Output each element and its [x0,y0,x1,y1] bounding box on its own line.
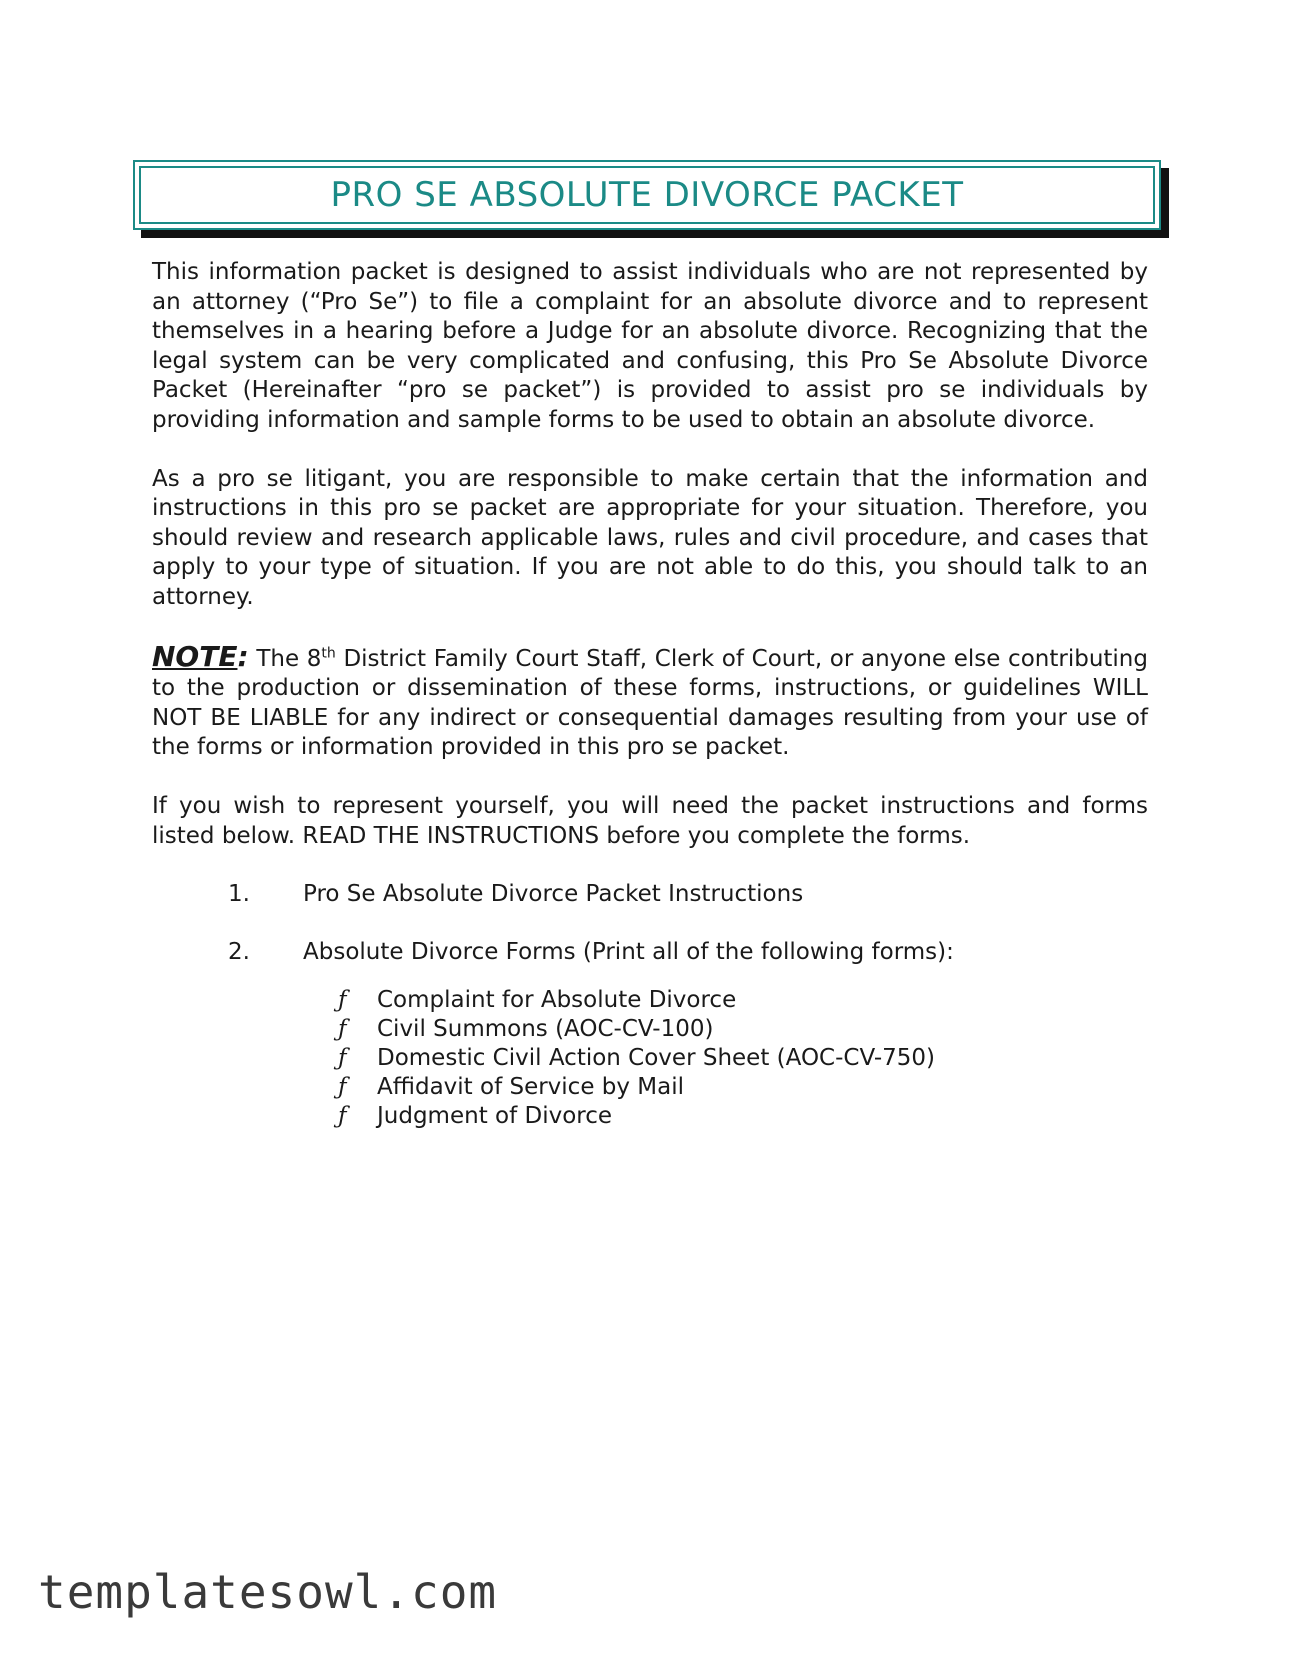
form-name: Domestic Civil Action Cover Sheet (AOC-CV-750) [377,1045,936,1072]
form-item [152,1073,1148,1102]
list-text: Pro Se Absolute Divorce Packet Instructions [303,881,804,908]
list-item [152,938,1148,967]
bullet-icon: ƒ [338,1074,347,1101]
watermark: templatesowl.com [38,1565,498,1619]
form-item [152,1102,1148,1131]
note-label: NOTE: [152,639,249,673]
bullet-icon: ƒ [338,1016,347,1043]
form-name: Affidavit of Service by Mail [377,1074,685,1101]
title-banner [133,160,1161,230]
list-text: Absolute Divorce Forms (Print all of the following forms): [303,939,954,966]
bullet-icon: ƒ [338,1045,347,1072]
note-superscript: th [321,644,336,661]
intro-paragraph: This information packet is designed to assist individuals who are not represented by an attorney (“Pro Se”) to file a complaint for an absolute divorce and to represent themselves in a hearing before a Judge for an absolute divorce. Recognizing that the legal system can be very complicated and confusing, this Pro Se Absolute Divorce Packet (Hereinafter “pro se packet”) is provided to assist pro se individuals by providing information and sample forms to be used to obtain an absolute divorce. [152,259,1148,433]
form-item [152,1044,1148,1073]
title-banner-inner [139,166,1155,224]
form-name: Complaint for Absolute Divorce [377,987,737,1014]
instructions-paragraph: If you wish to represent yourself, you will need the packet instructions and forms listed below. READ THE INSTRUCTIONS before you complete the forms. [152,792,1148,849]
forms-list [152,986,1148,1131]
bullet-icon: ƒ [338,987,347,1014]
form-name: Judgment of Divorce [377,1103,613,1130]
note-text-after: District Family Court Staff, Clerk of Court, or anyone else contributing to the production or dissemination of these forms, instructions, or guidelines WILL NOT BE LIABLE for any indirect or consequential damages resulting from your use of the forms or information provided in this pro se packet. [152,645,1148,761]
form-item [152,1015,1148,1044]
list-number: 1. [228,881,250,908]
list-item [152,880,1148,909]
page-title: PRO SE ABSOLUTE DIVORCE PACKET [330,175,964,215]
document-body [152,258,1148,1131]
responsibility-paragraph: As a pro se litigant, you are responsible to make certain that the information and instructions in this pro se packet are appropriate for your situation. Therefore, you should review and research applicable laws, rules and civil procedure, and cases that apply to your type of situation. If you are not able to do this, you should talk to an attorney. [152,465,1148,610]
form-name: Civil Summons (AOC-CV-100) [377,1016,714,1043]
bullet-icon: ƒ [338,1103,347,1130]
list-number: 2. [228,939,250,966]
note-paragraph [152,639,1148,763]
note-text-before: The 8 [248,645,322,672]
form-item [152,986,1148,1015]
